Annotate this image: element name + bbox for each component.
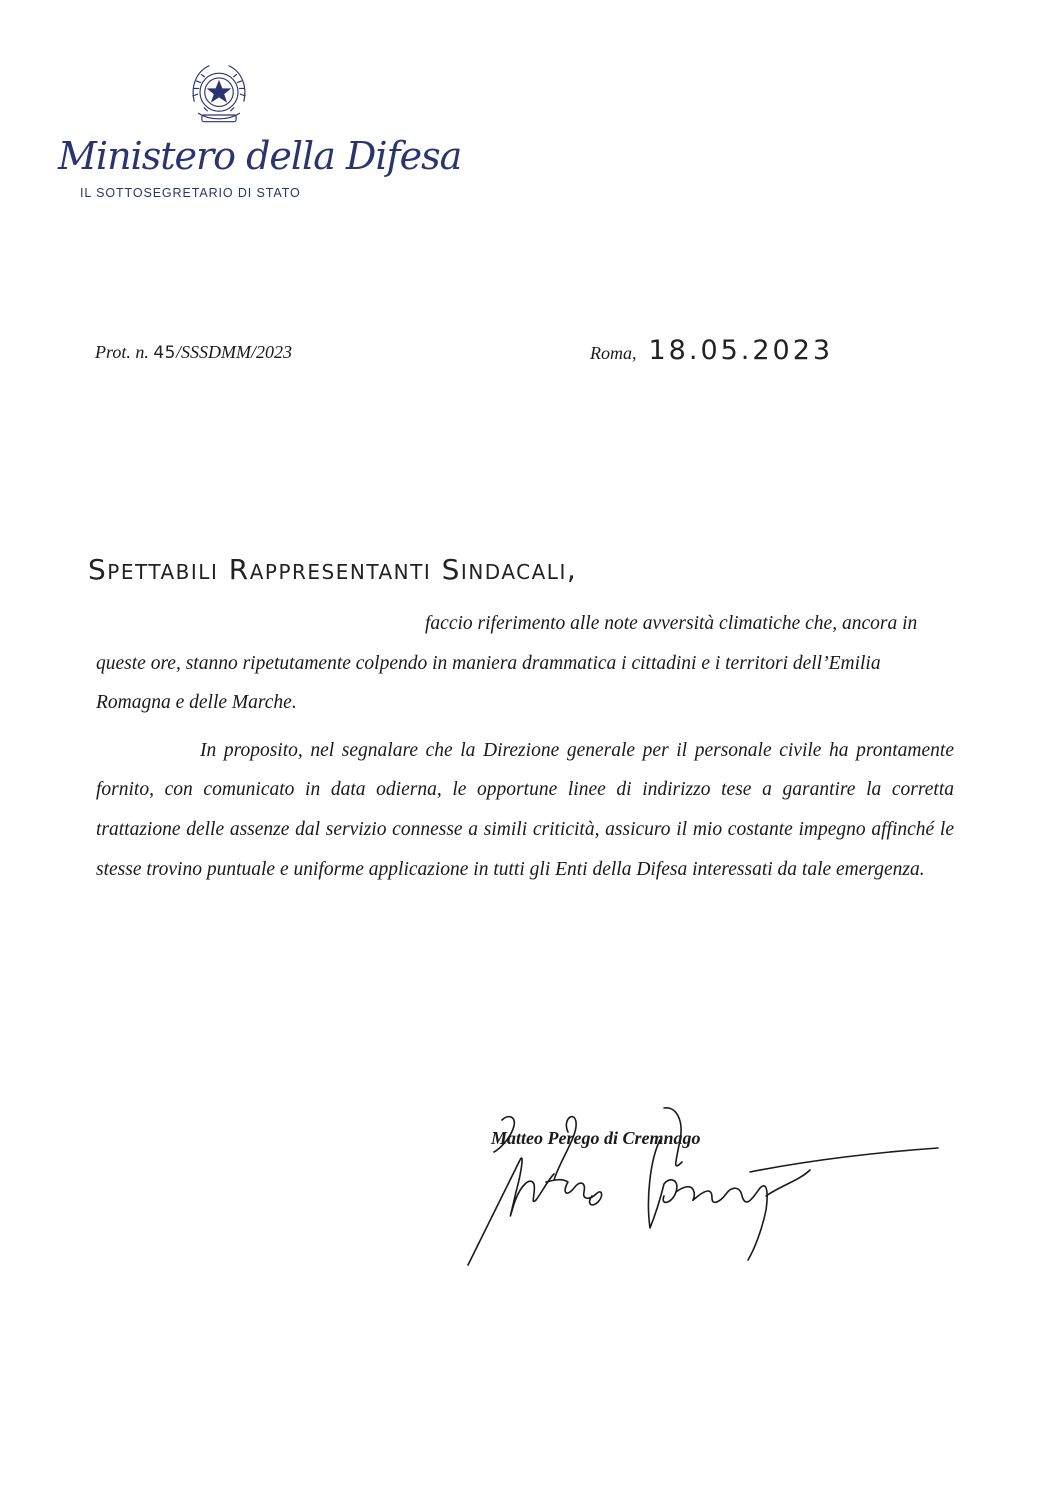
protocol-handwritten-number: 45	[153, 343, 176, 363]
signatory-name: Matteo Perego di Cremnago	[491, 1128, 701, 1148]
handwritten-date: 18.05.2023	[648, 335, 834, 366]
office-title: IL SOTTOSEGRETARIO DI STATO	[80, 186, 301, 200]
protocol-number	[95, 342, 292, 363]
handwritten-salutation: Spettabili Rappresentanti Sindacali,	[88, 553, 578, 586]
place: Roma,	[590, 343, 637, 363]
handwritten-signature	[450, 1100, 950, 1280]
body-paragraph-1: faccio riferimento alle note avversità climatiche che, ancora in queste ore, stanno ripetutamente colpendo in maniera drammatica i cittadini e i territori dell’Emilia Romagna e delle Marche.	[96, 613, 918, 714]
italian-republic-emblem-icon	[181, 58, 257, 134]
protocol-prefix: Prot. n.	[95, 342, 149, 362]
place-and-date	[590, 335, 833, 366]
letterhead	[50, 58, 462, 208]
body-paragraph-2: In proposito, nel segnalare che la Direzione generale per il personale civile ha prontamente fornito, con comunicato in data odierna, le opportune linee di indirizzo tese a garantire la corretta trattazione delle assenze dal servizio connesse a simili criticità, assicuro il mio costante impegno affinché le stesse trovino puntuale e uniforme applicazione in tutti gli Enti della Difesa interessati da tale emergenza.	[96, 739, 954, 880]
protocol-suffix: /SSSDMM/2023	[175, 342, 292, 362]
ministry-name: Ministero della Difesa	[58, 134, 462, 178]
letter-body	[96, 604, 954, 889]
